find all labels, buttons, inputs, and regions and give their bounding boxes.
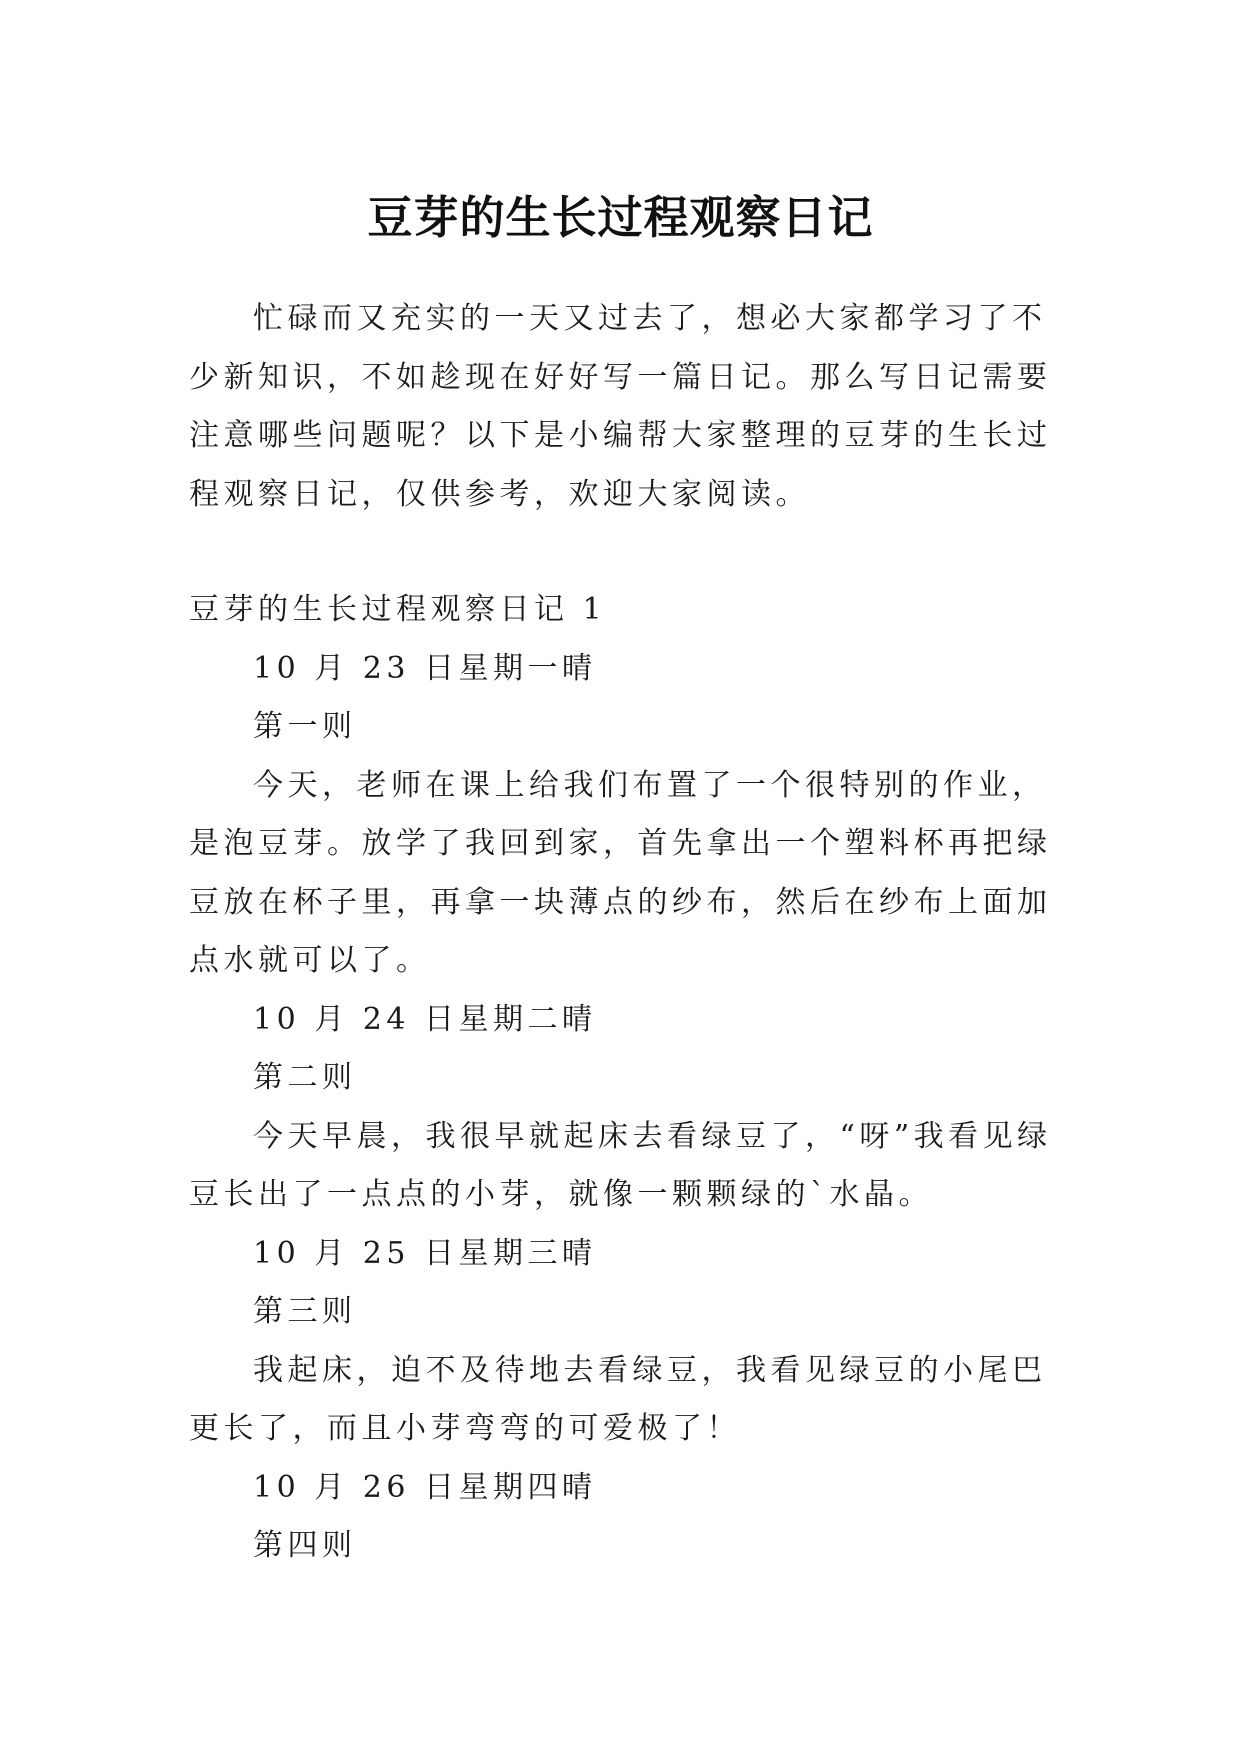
document-body bbox=[189, 290, 1057, 1576]
entry-label: 第一则 bbox=[253, 709, 357, 744]
entry-label: 第四则 bbox=[253, 1528, 357, 1563]
entry-label: 第三则 bbox=[253, 1294, 357, 1329]
entry-date: 10 月 26 日星期四晴 bbox=[253, 1469, 597, 1505]
entry-date: 10 月 23 日星期一晴 bbox=[253, 650, 597, 686]
intro-paragraph: 忙碌而又充实的一天又过去了，想必大家都学习了不少新知识，不如趁现在好好写一篇日记。那么写日记需要注意哪些问题呢？以下是小编帮大家整理的豆芽的生长过程观察日记，仅供参考，欢迎大家阅读。 bbox=[189, 301, 1052, 512]
entry-date: 10 月 25 日星期三晴 bbox=[253, 1235, 597, 1271]
entry-text: 今天早晨，我很早就起床去看绿豆了，“呀”我看见绿豆长出了一点点的小芽，就像一颗颗绿的`水晶。 bbox=[189, 1118, 1052, 1212]
entry-label: 第二则 bbox=[253, 1060, 357, 1095]
entry-date: 10 月 24 日星期二晴 bbox=[253, 1001, 597, 1037]
entry-text: 我起床，迫不及待地去看绿豆，我看见绿豆的小尾巴更长了，而且小芽弯弯的可爱极了！ bbox=[189, 1352, 1047, 1446]
page-title: 豆芽的生长过程观察日记 bbox=[367, 191, 874, 245]
section-heading: 豆芽的生长过程观察日记 1 bbox=[189, 592, 607, 627]
entry-text: 今天，老师在课上给我们布置了一个很特别的作业，是泡豆芽。放学了我回到家，首先拿出一个塑料杯再把绿豆放在杯子里，再拿一块薄点的纱布，然后在纱布上面加点水就可以了。 bbox=[189, 767, 1052, 978]
